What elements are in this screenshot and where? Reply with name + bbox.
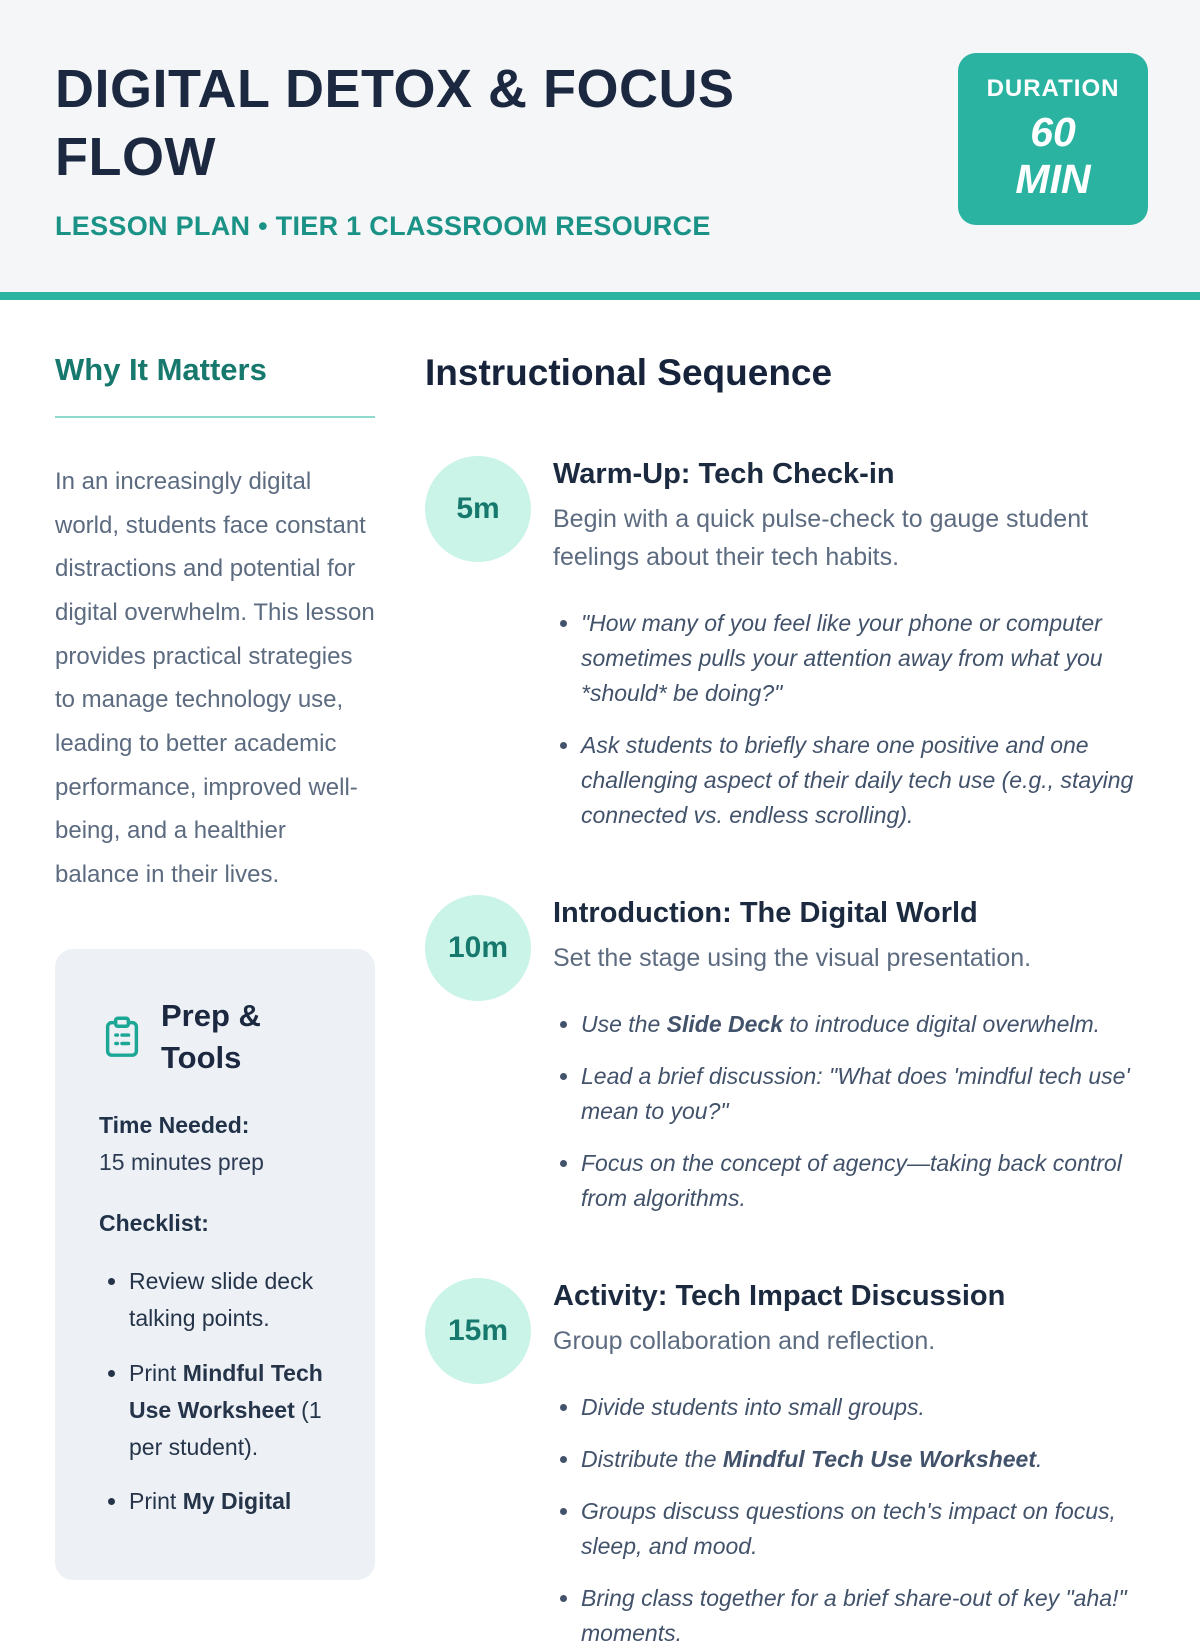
bullet-text: Groups discuss questions on tech's impact on focus, sleep, and mood. (581, 1498, 1116, 1560)
checklist-item (129, 1483, 335, 1520)
checklist-item-text: (1 per student). (129, 1396, 322, 1460)
checklist-item-bold: Mindful Tech Use Worksheet (129, 1360, 323, 1423)
checklist-item-text: Print (129, 1488, 183, 1515)
page-subtitle: LESSON PLAN • TIER 1 CLASSROOM RESOURCE (55, 211, 711, 241)
bullet-bold: Mindful Tech Use Worksheet (722, 1446, 1037, 1473)
instructional-sequence-section (425, 352, 1145, 1651)
bullet-text: Divide students into small groups. (581, 1394, 925, 1421)
prep-tools-header (99, 995, 335, 1079)
checklist-item-text: Review slide deck talking points. (129, 1268, 314, 1332)
duration-badge-value: 60 (1030, 108, 1076, 155)
bullet-text: Use the (581, 1011, 667, 1038)
bullet-item (581, 1581, 1141, 1651)
why-it-matters-heading: Why It Matters (55, 352, 375, 418)
bullet-item (581, 1442, 1141, 1477)
bullet-item (581, 1059, 1141, 1129)
bullet-text: Lead a brief discussion: "What does 'mindful tech use' mean to you?" (581, 1063, 1130, 1125)
sequence-item-introduction (425, 895, 1145, 1216)
sequence-item-bullets (553, 1390, 1145, 1651)
bullet-text: Focus on the concept of agency—taking back control from algorithms. (581, 1150, 1122, 1212)
checklist-item-bold: My Digital (182, 1488, 292, 1515)
checklist-item (129, 1355, 335, 1465)
time-badge: 5m (425, 456, 531, 562)
duration-badge-unit: MIN (1015, 156, 1091, 202)
sequence-heading: Instructional Sequence (425, 352, 833, 393)
bullet-text: Bring class together for a brief share-out of key "aha!" moments. (581, 1585, 1127, 1647)
main-content (0, 300, 1200, 1651)
sequence-item-content (553, 1278, 1145, 1651)
time-needed-label: Time Needed: (99, 1112, 250, 1139)
bullet-text: to introduce digital overwhelm. (783, 1011, 1101, 1038)
clipboard-icon (99, 1014, 145, 1060)
duration-badge-label: DURATION (986, 74, 1120, 102)
checklist-item-text: Print (129, 1360, 183, 1386)
bullet-item (581, 1494, 1141, 1564)
prep-tools-card (55, 949, 375, 1580)
time-needed-value: 15 minutes prep (99, 1149, 264, 1176)
bullet-text: Ask students to briefly share one positive and one challenging aspect of their daily tech use (e.g., staying connected vs. endless scrolling). (581, 731, 1134, 828)
header (0, 0, 1200, 300)
sequence-item-content (553, 456, 1145, 833)
sequence-item-bullets (553, 606, 1145, 833)
left-column (55, 352, 375, 1580)
bullet-text: Distribute the (581, 1446, 723, 1473)
checklist (99, 1263, 335, 1520)
bullet-item (581, 606, 1141, 711)
sequence-item-warm-up (425, 456, 1145, 833)
why-it-matters-section (55, 352, 375, 897)
prep-tools-heading: Prep & Tools (161, 997, 261, 1075)
why-it-matters-body: In an increasingly digital world, students face constant distractions and potential for digital overwhelm. This lesson provides practical strategies to manage technology use, leading to better academic performance, improved well-being, and a healthier balance in their lives. (55, 468, 375, 889)
bullet-text: "How many of you feel like your phone or computer sometimes pulls your attention away from what you *should* be doing?" (581, 610, 1103, 706)
sequence-item-desc: Group collaboration and reflection. (553, 1326, 936, 1355)
bullet-text: . (1036, 1446, 1043, 1473)
sequence-item-desc: Set the stage using the visual presentation. (553, 943, 1032, 972)
bullet-item (581, 1390, 1141, 1425)
bullet-bold: Slide Deck (666, 1011, 783, 1038)
bullet-item (581, 1007, 1141, 1042)
sequence-item-desc: Begin with a quick pulse-check to gauge student feelings about their tech habits. (553, 505, 1089, 571)
bullet-item (581, 1146, 1141, 1216)
bullet-item (581, 728, 1141, 833)
duration-badge (958, 53, 1148, 225)
sequence-item-title: Activity: Tech Impact Discussion (553, 1279, 1006, 1312)
sequence-item-title: Introduction: The Digital World (553, 896, 978, 929)
time-badge: 10m (425, 895, 531, 1001)
checklist-label: Checklist: (99, 1210, 209, 1237)
sequence-item-content (553, 895, 1145, 1216)
time-badge: 15m (425, 1278, 531, 1384)
sequence-item-activity (425, 1278, 1145, 1651)
sequence-item-bullets (553, 1007, 1145, 1216)
sequence-item-title: Warm-Up: Tech Check-in (553, 458, 895, 490)
checklist-item (129, 1263, 335, 1337)
page-title: DIGITAL DETOX & FOCUS FLOW (55, 59, 735, 187)
